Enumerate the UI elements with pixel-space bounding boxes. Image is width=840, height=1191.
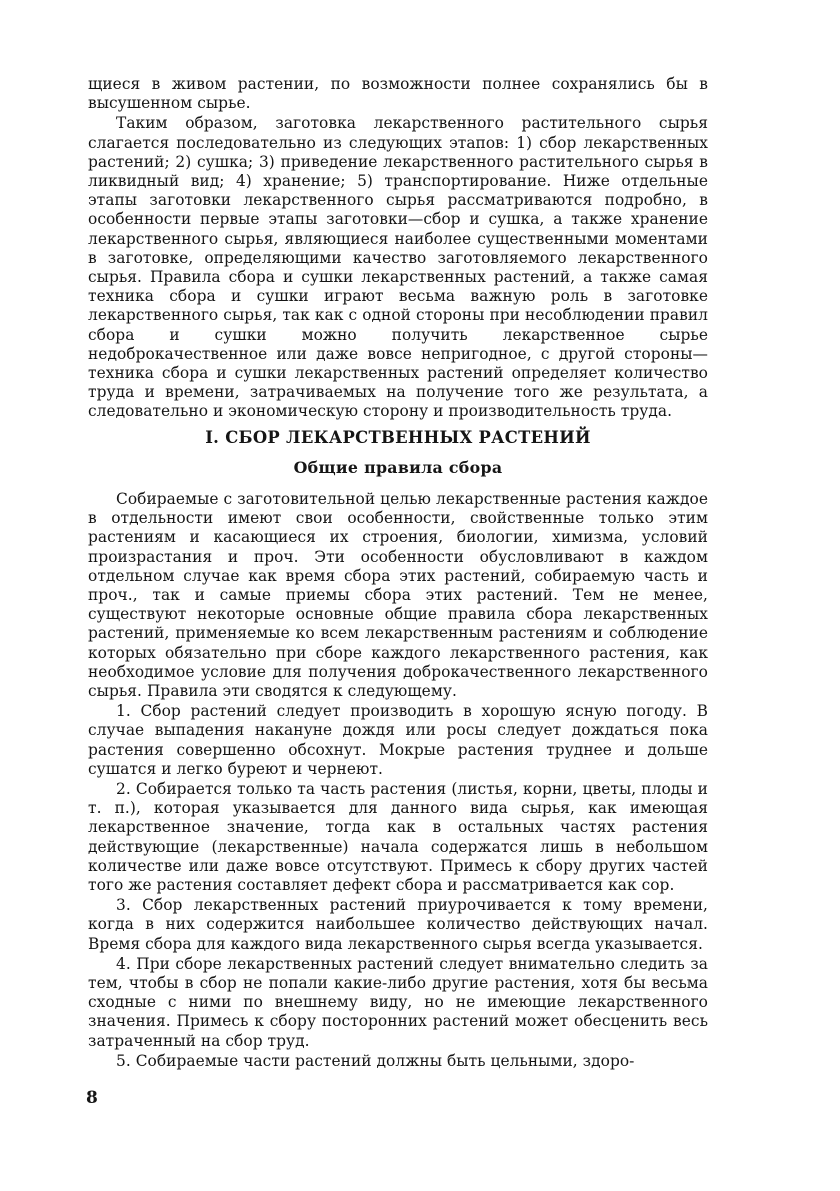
rule-item: 1. Сбор растений следует производить в хорошую ясную погоду. В случае выпадения накануне дождя или росы следует дождаться пока растения совершенно обсохнут. Мокрые растения труднее и дольше сушатся и легко буреют и чернеют.	[88, 702, 708, 778]
paragraph: Собираемые с заготовительной целью лекарственные растения каждое в отдельности имеют свои особенности, свойственные только этим растениям и касающиеся их строения, биологии, химизма, условий произрастания и проч. Эти особенности обусловливают в каждом отдельном случае как время сбора этих растений, собираемую часть и проч., так и самые приемы сбора этих растений. Тем не менее, существуют некоторые основные общие правила сбора лекарственных растений, применяемые ко всем лекарственным растениям и соблюдение которых обязательно при сборе каждого лекарственного растения, как необходимое условие для получения доброкачественного лекарственного сырья. Правила эти сводятся к следующему.	[88, 490, 708, 701]
paragraph: щиеся в живом растении, по возможности полнее сохранялись бы в высушенном сырье.	[88, 75, 708, 113]
paragraph: Таким образом, заготовка лекарственного растительного сырья слагается последовательно из следующих этапов: 1) сбор лекарственных растений; 2) сушка; 3) приведение лекарственного растительного сырья в ликвидный вид; 4) хранение; 5) транспортирование. Ниже отдельные этапы заготовки лекарственного сырья рассматриваются подробно, в особенности первые этапы заготовки—сбор и сушка, а также хранение лекарственного сырья, являющиеся наиболее существенными моментами в заготовке, определяющими качество заготовляемого лекарственного сырья. Правила сбора и сушки лекарственных растений, а также самая техника сбора и сушки играют весьма важную роль в заготовке лекарственного сырья, так как с одной стороны при несоблюдении правил сбора и сушки можно получить лекарственное сырье недоброкачественное или даже вовсе непригодное, с другой стороны—техника сбора и сушки лекарственных растений определяет количество труда и времени, затрачиваемых на получение того же результата, а следовательно и экономическую сторону и производительность труда.	[88, 114, 708, 421]
intro-text	[88, 75, 708, 422]
page-number: 8	[86, 1088, 98, 1108]
subsection-heading: Общие правила сбора	[293, 458, 503, 477]
rule-item: 2. Собирается только та часть растения (листья, корни, цветы, плоды и т. п.), которая указывается для данного вида сырья, как имеющая лекарственное значение, тогда как в остальных частях растения действующие (лекарственные) начала содержатся лишь в небольшом количестве или даже вовсе отсутствуют. Примесь к сбору других частей того же растения составляет дефект сбора и рассматривается как сор.	[88, 780, 708, 895]
rule-item: 5. Собираемые части растений должны быть цельными, здоро-	[116, 1051, 635, 1070]
rule-item: 3. Сбор лекарственных растений приурочивается к тому времени, когда в них содержится наибольшее количество действующих начал. Время сбора для каждого вида лекарственного сырья всегда указывается.	[88, 896, 708, 953]
section-heading: I. СБОР ЛЕКАРСТВЕННЫХ РАСТЕНИЙ	[205, 428, 591, 447]
rule-item: 4. При сборе лекарственных растений следует внимательно следить за тем, чтобы в сбор не попали какие-либо другие растения, хотя бы весьма сходные с ними по внешнему виду, но не имеющие лекарственного значения. Примесь к сбору посторонних растений может обесценить весь затраченный на сбор труд.	[88, 954, 708, 1050]
body-text	[88, 490, 708, 1071]
